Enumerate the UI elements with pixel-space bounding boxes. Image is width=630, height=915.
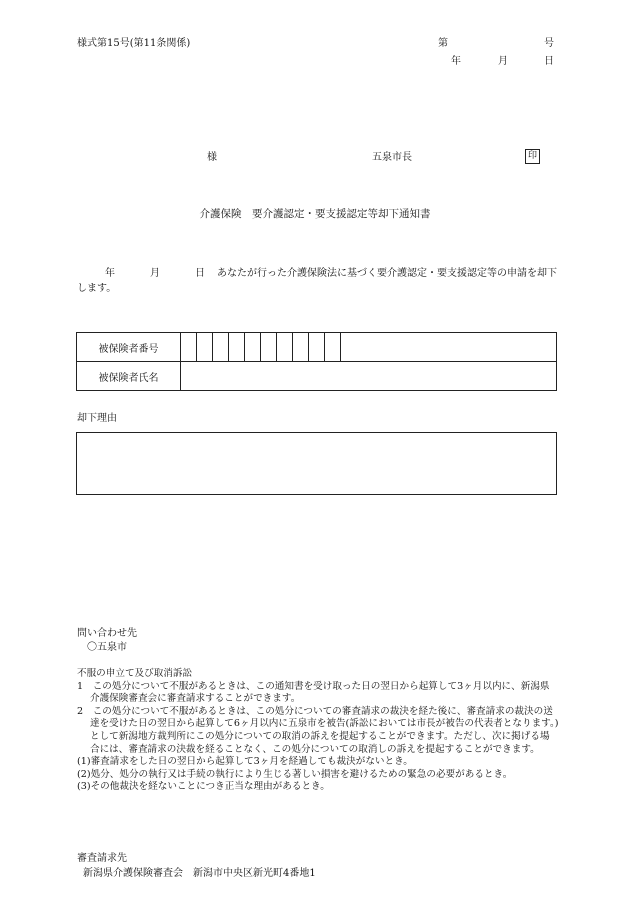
date-year: 年 [451,56,461,67]
reason-label: 却下理由 [77,413,117,424]
digit-box[interactable] [181,333,197,361]
appeal-sub-item-1: (1)審査請求をした日の翌日から起算して3ヶ月を経過しても裁決がないとき。 [77,756,413,768]
digit-box[interactable] [261,333,277,361]
digit-box[interactable] [245,333,261,361]
appeal-item-1: 1 この処分について不服があるときは、この通知書を受け取った日の翌日から起算して3ヶ月以内に、新潟県介護保険審査会に審査請求することができます。 [77,680,550,705]
reason-box[interactable] [76,432,557,495]
form-number: 様式第15号(第11条関係) [77,38,191,49]
document-title: 介護保険 要介護認定・要支援認定等却下通知書 [199,208,431,220]
body-paragraph [77,266,557,296]
number-gou: 号 [544,38,554,49]
review-destination-text: 新潟県介護保険審査会 新潟市中央区新光町4番地1 [83,868,316,879]
digit-box[interactable] [229,333,245,361]
appeal-sub-item-2: (2)処分、処分の執行又は手続の執行により生じる著しい損害を避けるための緊急の必要があるとき。 [77,768,513,780]
body-day: 日 [195,268,205,279]
insured-number-cells [181,333,557,362]
digit-box[interactable] [293,333,309,361]
appeal-heading: 不服の申立て及び取消訴訟 [77,668,193,679]
insured-number-row [77,333,557,362]
date-month: 月 [498,56,508,67]
insured-name-field[interactable] [181,362,557,391]
inquiry-label: 問い合わせ先 [77,628,137,639]
digit-box[interactable] [197,333,213,361]
digit-box[interactable] [213,333,229,361]
body-text: あなたが行った介護保険法に基づく要介護認定・要支援認定等の申請を却下します。 [77,268,557,294]
addressee-sama: 様 [207,152,217,163]
issuer-name: 五泉市長 [372,152,412,163]
appeal-sub-item-3: (3)その他裁決を経ないことにつき正当な理由があるとき。 [77,781,330,793]
insured-info-table [76,332,557,391]
insured-name-label: 被保険者氏名 [77,362,181,391]
review-destination-label: 審査請求先 [77,853,127,864]
inquiry-city: 〇五泉市 [87,642,127,653]
number-dai: 第 [438,38,448,49]
digit-box[interactable] [277,333,293,361]
date-day: 日 [544,56,554,67]
insured-number-label: 被保険者番号 [77,333,181,362]
appeal-item-2: 2 この処分について不服があるときは、この処分についての審査請求の裁決を経た後に、審査請求の裁決の送達を受けた日の翌日から起算して6ヶ月以内に五泉市を被告(訴訟においては市長が被告の代表者となります。)として新潟地方裁判所にこの処分についての取消の訴えを提起することができます。ただし、次に掲げる場合には、審査請求の決裁を経ることなく、この処分についての取消しの訴えを提起することができます。 [77,705,559,755]
appeal-section [77,668,559,794]
body-month: 月 [150,268,160,279]
digit-box[interactable] [325,333,341,361]
digit-box[interactable] [309,333,325,361]
insured-name-row [77,362,557,391]
body-year: 年 [105,268,115,279]
seal-stamp: 印 [525,149,540,164]
